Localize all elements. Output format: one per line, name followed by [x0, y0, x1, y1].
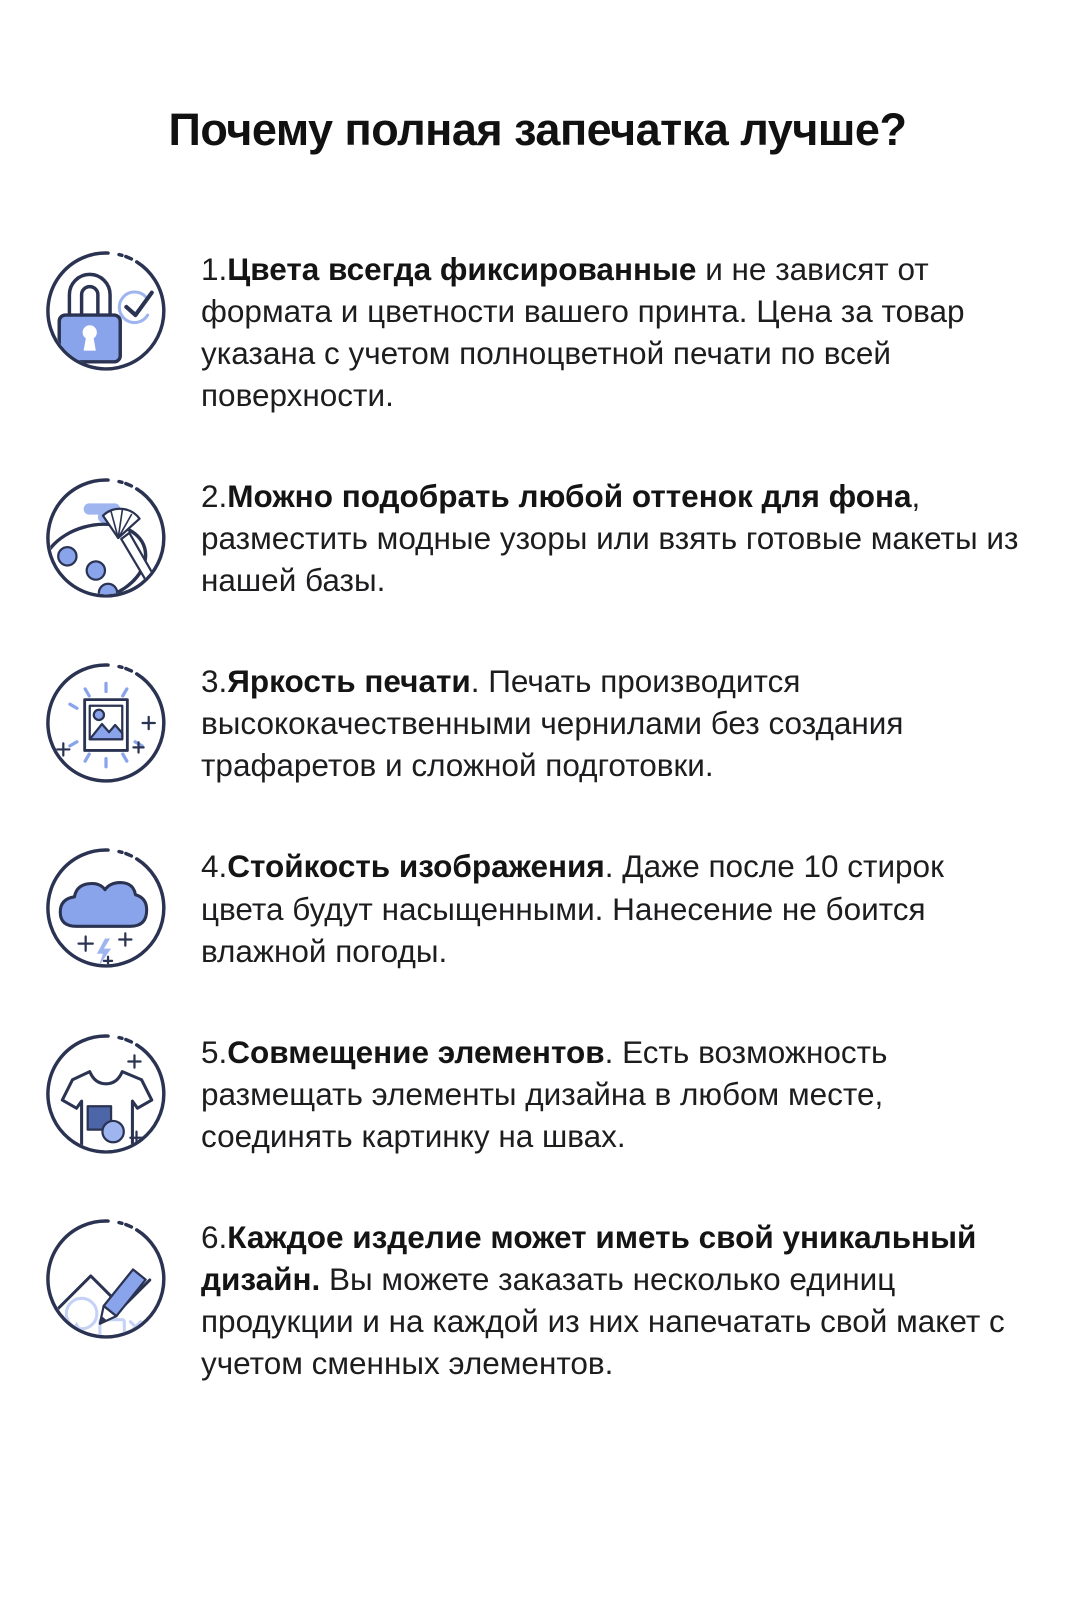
benefit-bold: Яркость печати — [227, 663, 471, 700]
benefit-rest: . Есть возможность размещать элементы дизайна в любом месте, соединять картинку на швах. — [201, 1033, 888, 1154]
benefit-number: 2. — [201, 478, 228, 515]
benefit-text — [201, 475, 1019, 601]
benefit-bold: Совмещение элементов — [227, 1033, 605, 1070]
benefit-number: 3. — [201, 663, 228, 700]
benefit-item-2 — [45, 475, 1030, 601]
storm-cloud-icon — [45, 847, 167, 969]
benefit-number: 1. — [201, 251, 228, 287]
benefit-number: 6. — [201, 1218, 228, 1255]
benefit-bold: Стойкость изображения — [227, 848, 605, 885]
benefit-bold: Можно подобрать любой оттенок для фона — [227, 478, 912, 515]
tshirt-elements-icon — [45, 1033, 167, 1155]
benefit-item-3 — [45, 660, 1030, 786]
image-brightness-icon — [45, 662, 167, 784]
benefit-number: 4. — [201, 848, 228, 885]
benefit-rest: , разместить модные узоры или взять готовые макеты из нашей базы. — [201, 478, 1019, 599]
benefit-rest: . Даже после 10 стирок цвета будут насыщенными. Нанесение не боится влажной погоды. — [201, 848, 944, 969]
pencil-design-icon — [45, 1218, 167, 1340]
storm-cloud-icon-item — [45, 845, 1030, 971]
benefit-rest: . Печать производится высококачественными чернилами без создания трафаретов и сложной подготовки. — [201, 663, 904, 784]
benefit-text — [201, 1216, 1019, 1384]
benefit-bold: Цвета всегда фиксированные — [227, 251, 697, 287]
benefit-item-6 — [45, 1216, 1030, 1384]
benefit-rest: Вы можете заказать несколько единиц продукции и на каждой из них напечатать свой макет с учетом сменных элементов. — [201, 1260, 1005, 1381]
benefits-list — [45, 248, 1030, 1443]
benefit-item-1 — [45, 248, 1030, 416]
benefit-item-5 — [45, 1031, 1030, 1157]
benefit-text — [201, 248, 1019, 416]
benefit-text — [201, 845, 1019, 971]
lock-check-icon — [45, 250, 167, 372]
benefit-number: 5. — [201, 1033, 228, 1070]
benefit-text — [201, 660, 1019, 786]
page-title: Почему полная запечатка лучше? — [168, 104, 907, 155]
benefit-text — [201, 1031, 1019, 1157]
palette-brush-icon — [45, 477, 167, 599]
benefit-rest: и не зависят от формата и цветности вашего принта. Цена за товар указана с учетом полноцветной печати по всей поверхности. — [201, 251, 965, 414]
benefit-bold: Каждое изделие может иметь свой уникальный дизайн. — [201, 1218, 977, 1297]
